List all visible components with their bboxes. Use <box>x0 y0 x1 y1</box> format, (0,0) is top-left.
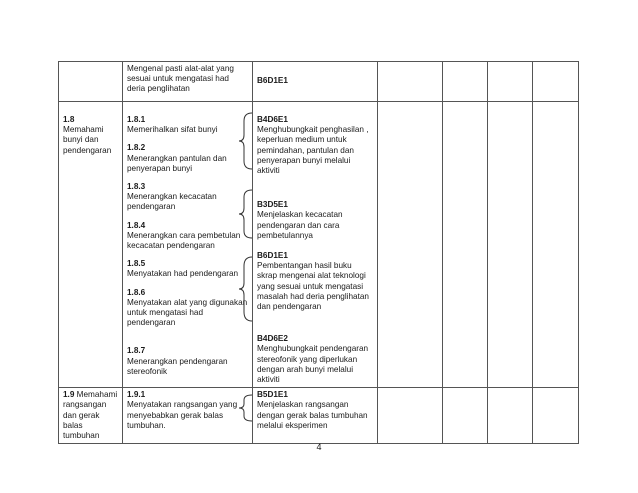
list-item: 1.8.1 Memerihalkan sifat bunyi <box>127 115 218 135</box>
brace-icon <box>236 188 256 240</box>
band-block: B5D1E1 Menjelaskan rangsangan dengan gerak balas tumbuhan melalui eksperimen <box>257 390 368 430</box>
band-block: B3D5E1 Menjelaskan kecacatan pendengaran dan cara pembetulannya <box>257 200 343 240</box>
band-block: B6D1E1 Pembentangan hasil buku skrap mengenai alat teknologi yang sesuai untuk mengatasi masalah had deria penglihatan dan pendengaran <box>257 251 369 312</box>
brace-icon <box>236 111 256 171</box>
list-item: 1.8.4 Menerangkan cara pembetulan kecacatan pendengaran <box>127 220 241 251</box>
list-item: 1.8.5 Menyatakan had pendengaran <box>127 259 239 279</box>
band-code: B6D1E1 <box>257 76 288 86</box>
curriculum-table <box>58 61 579 444</box>
brace-icon <box>236 255 256 323</box>
table-row <box>59 62 579 102</box>
list-item: 1.8.3 Menerangkan kecacatan pendengaran <box>127 182 217 212</box>
topic-title: Memahami bunyi dan pendengaran <box>63 125 112 155</box>
list-item: 1.9.1 Menyatakan rangsangan yang menyebabkan gerak balas tumbuhan. <box>127 390 238 430</box>
topic-code: 1.8 <box>63 115 75 124</box>
brace-icon <box>236 393 256 423</box>
table-row <box>59 388 579 444</box>
list-item: 1.8.2 Menerangkan pantulan dan penyerapan bunyi <box>127 143 227 173</box>
band-block: B4D6E1 Menghubungkait penghasilan , keperluan medium untuk pemindahan, pantulan dan penyerapan bunyi melalui aktiviti <box>257 115 369 176</box>
band-block: B4D6E2 Menghubungkait pendengaran stereofonik yang diperlukan dengan arah bunyi melalui aktiviti <box>257 334 369 385</box>
page-number: 4 <box>316 442 322 452</box>
table-row <box>59 102 579 388</box>
list-item: 1.8.6 Menyatakan alat yang digunakan untuk mengatasi had pendengaran <box>127 287 248 328</box>
topic-title: Memahami rangsangan dan gerak balas tumbuhan <box>63 390 118 441</box>
topic-code: 1.9 <box>63 390 75 400</box>
list-item: 1.8.7 Menerangkan pendengaran stereofonik <box>127 346 228 376</box>
standard-text: Mengenal pasti alat-alat yang sesuai untuk mengatasi had deria penglihatan <box>123 62 253 102</box>
